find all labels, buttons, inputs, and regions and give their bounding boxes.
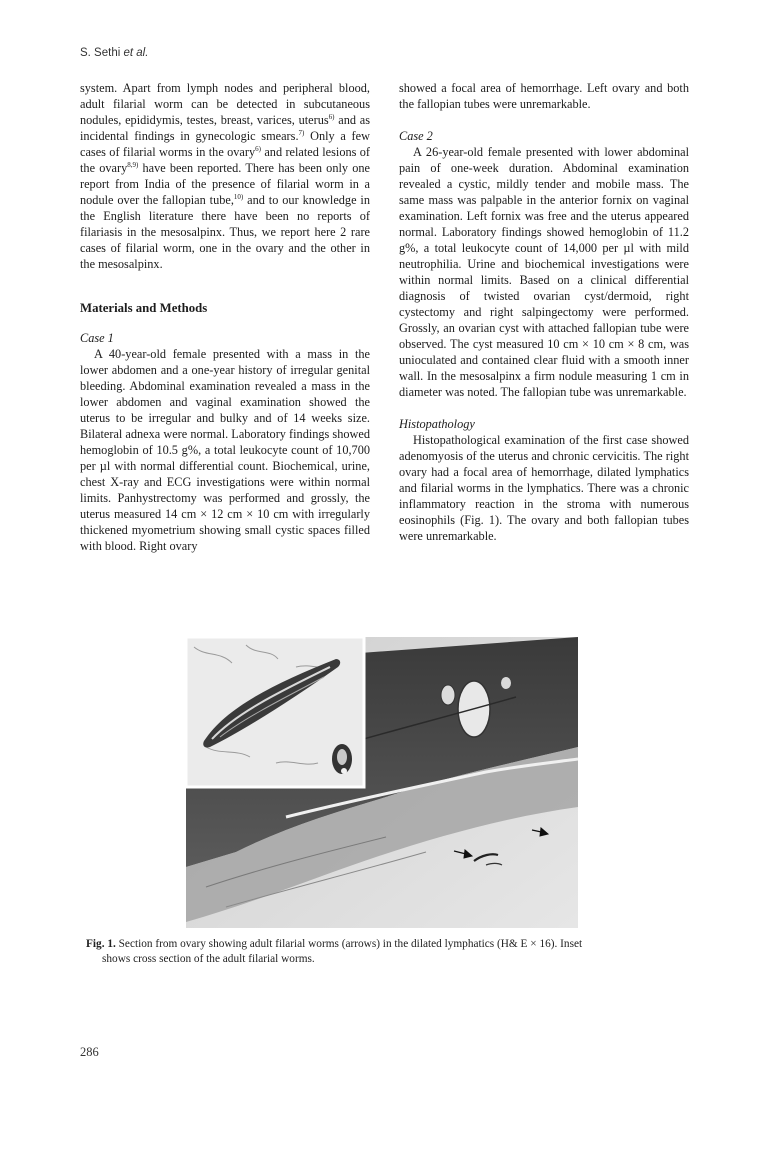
histopathology-text: Histopathological examination of the first case showed adenomyosis of the uterus and chronic cervicitis. The right ovary had a focal area of hemorrhage, dilated lymphatics and filarial worms in the lymphatics. There was a chronic inflammatory reaction in the stroma with numerous eosinophils (Fig. 1). The ovary and both fallopian tubes were unremarkable. xyxy=(399,433,689,543)
header-etal: et al. xyxy=(123,47,149,59)
case1-heading: Case 1 xyxy=(80,331,114,345)
histopathology-heading: Histopathology xyxy=(399,417,475,431)
micrograph-image xyxy=(186,637,578,928)
caption-line-1: Section from ovary showing adult filarial worms (arrows) in the dilated lymphatics (H& E × 16). Inset xyxy=(118,938,583,950)
right-column xyxy=(399,80,689,544)
case2-text: A 26-year-old female presented with lower abdominal pain of one-week duration. Abdominal examination revealed a cystic, mildly tender and mobile mass. The same mass was palpable in the anterior fornix on vaginal examination. Left fornix was free and the uterus appeared normal. Laboratory findings showed hemoglobin of 11.2 g%, a total leukocyte count of 14,000 per µl with mild neutrophilia. Urine and biochemical investigations were within normal limits. Based on a clinical differential diagnosis of twisted ovarian cyst/dermoid, right cystectomy and right salpingectomy were performed. Grossly, an ovarian cyst with attached fallopian tube were observed. The cyst measured 10 cm × 10 cm × 8 cm, was unioculated and contained clear fluid with a smooth inner wall. In the mesosalpinx a firm nodule measuring 1 cm in diameter was noted. The fallopian tube was unremarkable. xyxy=(399,145,689,399)
case2-heading: Case 2 xyxy=(399,129,433,143)
section-heading-methods: Materials and Methods xyxy=(80,301,208,315)
inset-panel xyxy=(186,637,364,787)
page-number: 286 xyxy=(80,1045,99,1059)
header-author: S. Sethi xyxy=(80,47,121,59)
intro-paragraph: system. Apart from lymph nodes and peripheral blood, adult filarial worm can be detected in subcutaneous nodules, epididymis, testes, breast, varices, uterus$^{6)}$ and as incidental findings in gynecologic smears.$^{7)}$ Only a few cases of filarial worms in the ovary$^{6)}$ and related lesions of the ovary$^{8,9)}$ have been reported. There has been only one report from India of the presence of filarial worm in a nodule over the fallopian tube,$^{10)}$ and to our knowledge in the English literature there have been no reports of filariasis in the mesosalpinx. Thus, we report here 2 rare cases of filarial worm, one in the ovary and the other in the mesosalpinx. xyxy=(80,81,371,271)
case1-continuation: showed a focal area of hemorrhage. Left ovary and both the fallopian tubes were unremarkable. xyxy=(399,81,689,111)
caption-line-2: shows cross section of the adult filarial worms. xyxy=(102,953,315,965)
case1-text: A 40-year-old female presented with a mass in the lower abdomen and a one-year history of irregular genital bleeding. Abdominal examination revealed a mass in the lower abdomen and vaginal examination showed the uterus to be irregular and bulky and of 14 weeks size. Bilateral adnexa were normal. Laboratory findings showed hemoglobin of 10.5 g%, a total leukocyte count of 10,700 per µl with normal differential count. Biochemical, urine, chest X-ray and ECG investigations were within normal limits. Panhystrectomy was performed and grossly, the uterus measured 14 cm × 12 cm × 10 cm with irregularly thickened myometrium showing small cystic spaces filled with blood. Right ovary xyxy=(80,347,370,553)
figure-caption xyxy=(86,937,698,967)
figure-label: Fig. 1. xyxy=(86,938,116,950)
left-column xyxy=(80,80,370,554)
figure-micrograph xyxy=(186,637,578,928)
running-header xyxy=(80,47,148,59)
